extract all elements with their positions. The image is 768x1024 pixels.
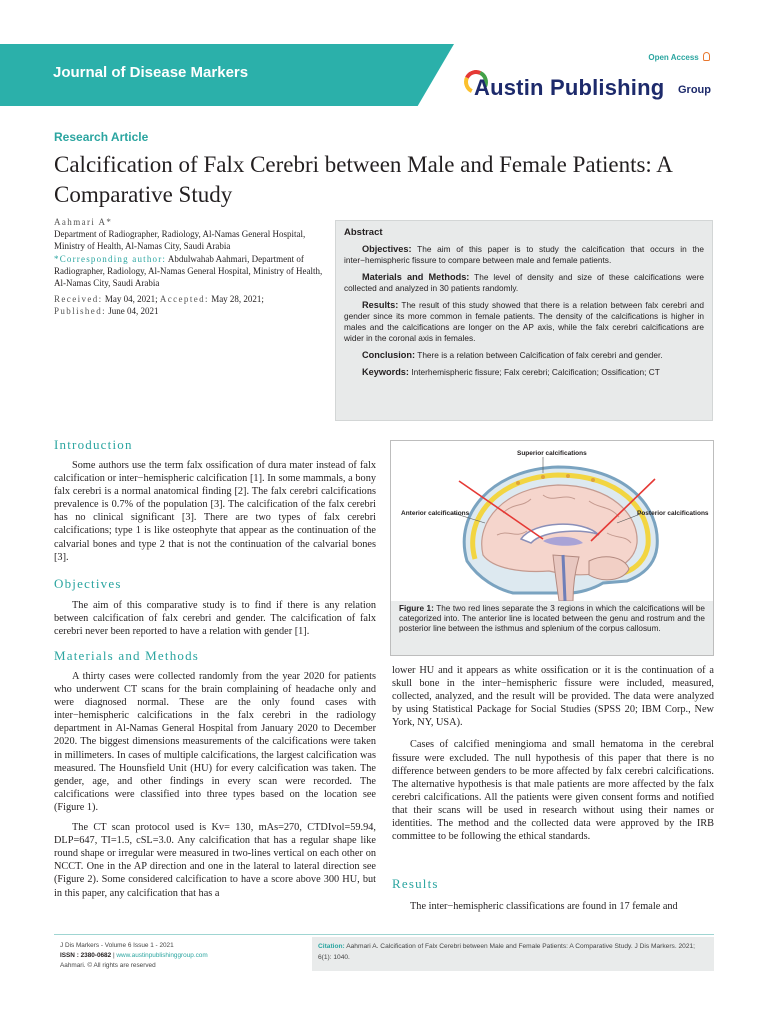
published-date: June 04, 2021: [108, 306, 159, 317]
footer-journal-line: J Dis Markers - Volume 6 Issue 1 - 2021: [60, 942, 174, 949]
footer-citation: [312, 937, 714, 971]
abstract-methods-label: Materials and Methods:: [362, 272, 470, 282]
open-access-lock-icon: [703, 52, 710, 61]
footer-journal-info: J Dis Markers - Volume 6 Issue 1 - 2021 ISSN : 2380-0682 | www.austinpublishinggroup.com Aahmari. © All rights are reserved: [60, 942, 208, 969]
abstract-methods-text: The level of density and size of these calcifications were collected and analyzed in 30 patients randomly.: [344, 272, 705, 293]
citation-text: Aahmari A. Calcification of Falx Cerebri between Male and Female Patients: A Comparative Study. J Dis Markers. 2021; 6(1): 1040.: [318, 943, 695, 961]
figure-1: [390, 440, 714, 656]
figure-caption: [391, 601, 713, 655]
label-anterior-calcifications: Anterior calcifications: [401, 510, 470, 517]
abstract-box: [335, 220, 713, 421]
abstract-conclusion-label: Conclusion:: [362, 350, 416, 360]
footer-issn: ISSN : 2380-0682: [60, 952, 112, 959]
corresponding-text: Abdulwahab Aahmari, Department of Radiographer, Radiology, Al-Namas General Hospital, Ministry of Health, Al-Namas City, Saudi Arabia: [54, 253, 323, 289]
objectives-body: [54, 599, 376, 638]
footer-website-link[interactable]: www.austinpublishinggroup.com: [116, 952, 208, 959]
results-body: [392, 900, 714, 913]
author-name: Aahmari A*: [54, 217, 113, 227]
objectives-paragraph: The aim of this comparative study is to find if there is any relation between calcification of falx cerebri and gender. The calcification of falx cerebri never been reported to have a relation with gender [1].: [54, 600, 376, 638]
article-type: Research Article: [54, 130, 149, 144]
abstract-results-text: The result of this study showed that there is a relation between falx cerebri and gender since its more common in female patients. The density of the calcifications is higher in males and the calcifications are longer on the AP axis, while the falx cerebri calcifications are wider in the coronal axis in females.: [344, 300, 705, 343]
methods-continued-paragraph-2: Cases of calcified meningioma and small hematoma in the cerebral fissure were excluded. The null hypothesis of this paper that there is no difference between genders to be more affected by falx cerebri calcifications. The alternative hypothesis is that male patients are more affected by the falx cerebri calcifications. All the patients were given consent forms and notified that their scans will be used in research without using their names or identities. The method and the collected data were approved by the IRB committee to be following the ethical standards.: [392, 739, 714, 843]
methods-paragraph-1: A thirty cases were collected randomly from the year 2020 for patients who underwent CT scans for the brain complaining of headache only and were diagnosed normal. These are the only found cases with inter−hemispheric calcifications in the falx cerebri in the radiology department in Al-Namas General Hospital from January 2020 to December 2020. The biggest dimensions measurements of the calcifications were taken in millimeters. In cases of multiple calcifications, the largest calcification was measured. The Hounsfield Unit (HU) for every calcification was taken. The gender, age, and other findings in every scan were recorded. The calcifications were classified into three types based on the location see (Figure 1).: [54, 671, 376, 813]
figure-caption-text: The two red lines separate the 3 regions in which the calcifications will be categorized into. The anterior line is located between the genu and rostrum and the posterior line between the isthmus and splenium of the corpus callosum.: [399, 604, 705, 633]
abstract-keywords-label: Keywords:: [362, 367, 409, 377]
footer-rights: Aahmari. © All rights are reserved: [60, 962, 156, 969]
publisher-name: Austin Publishing: [474, 75, 665, 100]
objectives-heading: Objectives: [54, 576, 122, 591]
methods-heading: Materials and Methods: [54, 648, 200, 663]
results-paragraph: The inter−hemispheric classifications are found in 17 female and: [410, 901, 678, 912]
page-footer: [54, 934, 714, 974]
open-access-badge: [648, 52, 710, 62]
received-date: May 04, 2021;: [104, 294, 158, 305]
methods-paragraph-2: The CT scan protocol used is Kv= 130, mAs=270, CTDIvol=59.94, DLP=647, TI=1.5, cSL=3.0. Any calcification that has a regular shape like round shape or irregular were measured in two-lines vertical on each other on NCCT. One in the AP direction and one in the lateral to lateral direction see (Figure 2). Some considered calcification to have a score above 300 HU, but in this paper, any calcification that has a: [54, 822, 376, 899]
methods-continued-body: [392, 664, 714, 843]
introduction-heading: Introduction: [54, 437, 133, 452]
abstract-heading: Abstract: [344, 227, 383, 238]
article-title: Calcification of Falx Cerebri between Male and Female Patients: A Comparative Study: [54, 152, 672, 207]
abstract-results-label: Results:: [362, 300, 399, 310]
abstract-conclusion-text: There is a relation between Calcification of falx cerebri and gender.: [417, 350, 663, 360]
abstract-objectives-label: Objectives:: [362, 244, 412, 254]
introduction-body: [54, 459, 376, 564]
abstract-objectives-text: The aim of this paper is to study the calcification that occurs in the inter−hemispheric fissure to compare between male and female patients.: [344, 244, 704, 265]
label-posterior-calcifications: Posterior calcifications: [637, 510, 709, 517]
methods-continued-paragraph-1: lower HU and it appears as white ossification or it is the continuation of a skull bone in the inter−hemispheric fissure were included, measured, collected, analyzed, and the result will be provided. The data were analyzed by using Statistical Package for Social Studies (SPSS 20; IBM Corp., New York, NY, USA).: [392, 665, 714, 729]
accepted-date: May 28, 2021;: [211, 294, 264, 305]
results-heading: Results: [392, 876, 439, 891]
publisher-group: Group: [678, 84, 711, 96]
abstract-keywords-text: Interhemispheric fissure; Falx cerebri; Calcification; Ossification; CT: [411, 367, 660, 377]
author-affiliation: Department of Radiographer, Radiology, Al-Namas General Hospital, Ministry of Health, Al-Namas City, Saudi Arabia: [54, 229, 306, 252]
accepted-label: Accepted:: [159, 294, 209, 305]
citation-label: Citation:: [318, 943, 345, 950]
author-info: [54, 216, 324, 318]
open-access-label: Open Access: [648, 53, 699, 62]
figure-caption-label: Figure 1:: [399, 604, 434, 613]
published-label: Published:: [54, 306, 107, 317]
introduction-paragraph: Some authors use the term falx ossification of dura mater instead of falx calcification or inter−hemispheric calcification [1]. In some mammals, a bony falx cerebri is a normal anatomical finding [2]. The falx cerebri calcifications prevalence is 0.7% of the population [3]. The calcification of the falx cerebri has no clinical significant [3]. There are two types of falx cerebri calcifications; type 1 is like osteophyte that appear as the continuation of the calvarial bones and type 2 that is not the continuation of the calvarial bones [3].: [54, 460, 376, 563]
label-superior-calcifications: Superior calcifications: [517, 450, 587, 457]
brain-sagittal-diagram: [393, 443, 711, 603]
methods-body: [54, 670, 376, 900]
publisher-logo: [462, 68, 718, 104]
journal-name: Journal of Disease Markers: [53, 64, 249, 81]
received-label: Received:: [54, 294, 103, 305]
corresponding-label: *Corresponding author:: [54, 253, 167, 264]
